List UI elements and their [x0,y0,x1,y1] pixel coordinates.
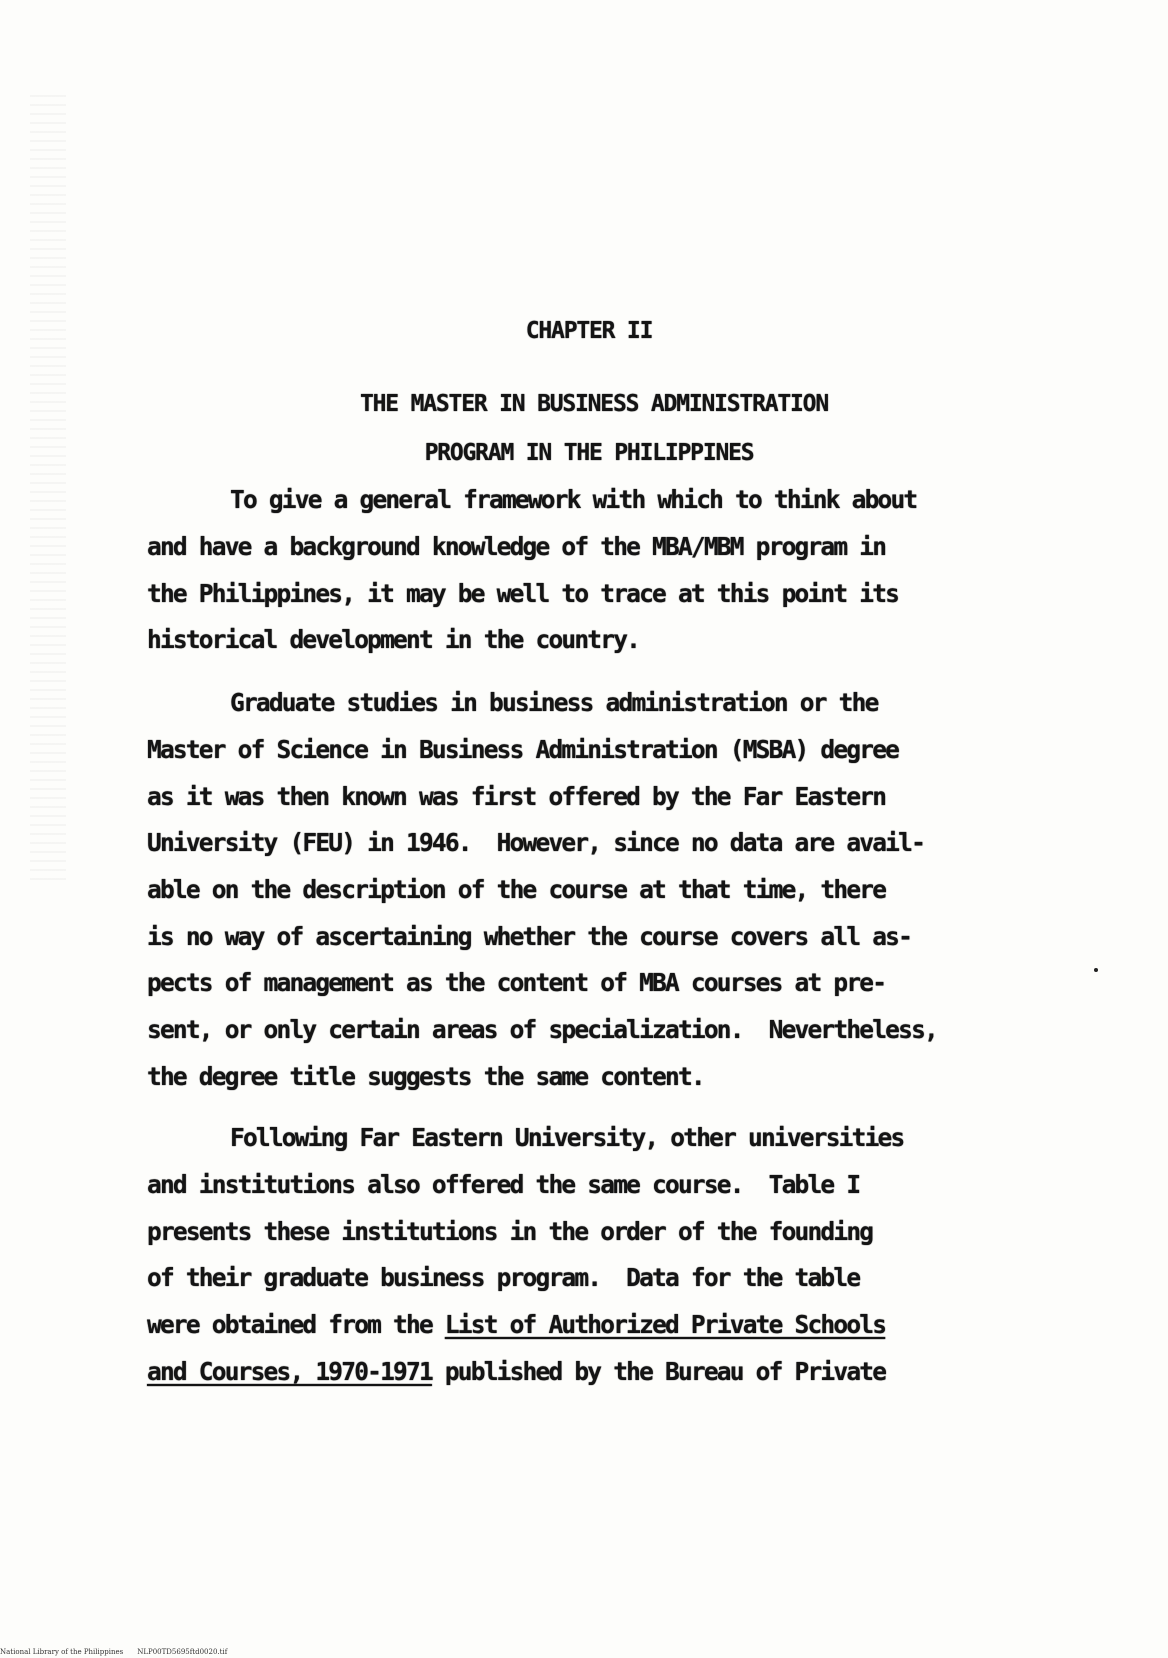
paragraph-3-line-5-text: were obtained from the [147,1310,445,1339]
footer-library: National Library of the Philippines [0,1648,124,1656]
paragraph-1-line-4: historical development in the country. [147,625,640,654]
chapter-label: CHAPTER II [525,318,653,344]
paragraph-2-line-3: as it was then known was first offered by the Far Eastern [147,782,886,811]
chapter-title-line-2: PROGRAM IN THE PHILIPPINES [424,440,754,466]
paragraph-1-line-2: and have a background knowledge of the MBA/MBM program in [147,532,886,561]
paragraph-3-line-5 [147,1310,885,1339]
paragraph-2-line-9: the degree title suggests the same content. [147,1062,704,1091]
paragraph-3-line-6 [147,1357,885,1386]
paragraph-2-line-2: Master of Science in Business Administration (MSBA) degree [147,735,899,764]
scan-margin-artifact [30,95,66,885]
paragraph-1-line-3: the Philippines, it may be well to trace at this point its [147,579,899,608]
scan-speck [1094,968,1098,972]
paragraph-3-line-2: and institutions also offered the same course. Table I [147,1170,860,1199]
paragraph-2-line-8: sent, or only certain areas of specialization. Nevertheless, [147,1015,937,1044]
cited-title-part-2: and Courses, 1970-1971 [147,1357,432,1386]
chapter-title-line-1: THE MASTER IN BUSINESS ADMINISTRATION [360,391,828,417]
paragraph-1-line-1: To give a general framework with which to think about [230,485,917,514]
paragraph-2-line-7: pects of management as the content of MBA courses at pre- [147,968,886,997]
paragraph-2-line-1: Graduate studies in business administration or the [230,688,878,717]
footer-file-id: NLP00TD5695ftd0020.tif [137,1648,228,1656]
paragraph-3-line-6-rest: published by the Bureau of Private [431,1357,886,1386]
scan-footer [0,1648,227,1656]
paragraph-2-line-6: is no way of ascertaining whether the course covers all as- [147,922,912,951]
paragraph-3-line-1: Following Far Eastern University, other universities [230,1123,904,1152]
cited-title-part-1: List of Authorized Private Schools [444,1310,886,1339]
paragraph-2-line-4: University (FEU) in 1946. However, since no data are avail- [147,828,925,857]
paragraph-3-line-4: of their graduate business program. Data for the table [147,1263,860,1292]
paragraph-3-line-3: presents these institutions in the order of the founding [147,1217,873,1246]
paragraph-2-line-5: able on the description of the course at that time, there [147,875,886,904]
